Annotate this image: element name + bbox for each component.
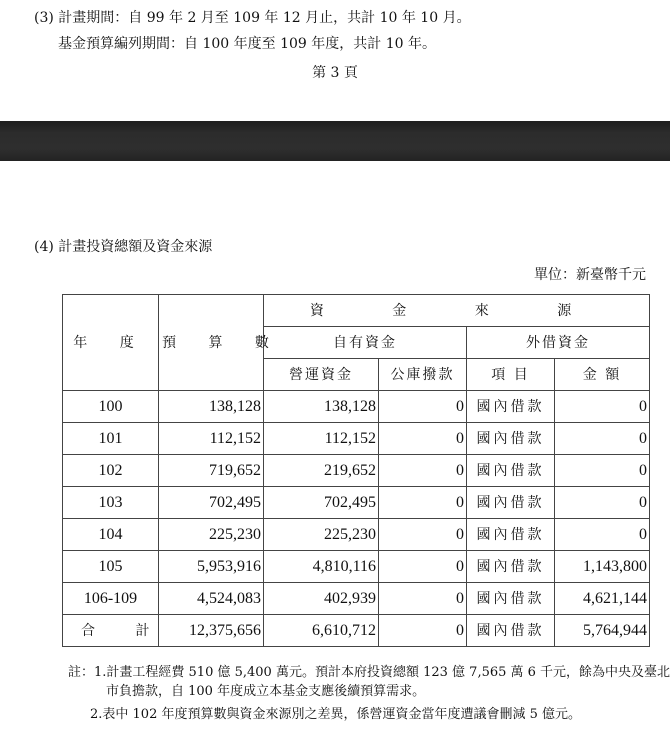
header-amount: 金 額 (555, 359, 650, 391)
header-budget: 預 算 數 (159, 295, 264, 391)
header-funding-source: 資 金 來 源 (264, 295, 650, 327)
cell-item: 國內借款 (467, 391, 555, 423)
cell-budget: 112,152 (159, 423, 264, 455)
header-treasury-allocation: 公庫撥款 (379, 359, 467, 391)
cell-operating-funds: 402,939 (264, 583, 379, 615)
header-year: 年 度 (63, 295, 159, 391)
header-borrowed-funds: 外借資金 (467, 327, 650, 359)
cell-treasury-allocation: 0 (379, 551, 467, 583)
cell-item: 國內借款 (467, 583, 555, 615)
section-title: (4) 計畫投資總額及資金來源 (34, 239, 213, 255)
cell-amount: 5,764,944 (555, 615, 650, 647)
page-separator-band (0, 121, 670, 161)
cell-treasury-allocation: 0 (379, 615, 467, 647)
cell-operating-funds: 138,128 (264, 391, 379, 423)
cell-item: 國內借款 (467, 455, 555, 487)
header-own-funds: 自有資金 (264, 327, 467, 359)
cell-treasury-allocation: 0 (379, 423, 467, 455)
cell-year: 103 (63, 487, 159, 519)
cell-operating-funds: 4,810,116 (264, 551, 379, 583)
cell-treasury-allocation: 0 (379, 519, 467, 551)
cell-year: 101 (63, 423, 159, 455)
cell-item: 國內借款 (467, 615, 555, 647)
table-row (63, 551, 650, 583)
cell-amount: 0 (555, 487, 650, 519)
table-row (63, 583, 650, 615)
cell-operating-funds: 112,152 (264, 423, 379, 455)
cell-treasury-allocation: 0 (379, 487, 467, 519)
budget-period-line: 基金預算編列期間：自 100 年度至 109 年度，共計 10 年。 (58, 36, 436, 52)
table-row (63, 391, 650, 423)
cell-amount: 1,143,800 (555, 551, 650, 583)
cell-item: 國內借款 (467, 423, 555, 455)
note-1-line-2: 市負擔款，自 100 年度成立本基金支應後續預算需求。 (106, 684, 426, 699)
cell-budget: 225,230 (159, 519, 264, 551)
cell-operating-funds: 6,610,712 (264, 615, 379, 647)
cell-year: 合 計 (63, 615, 159, 647)
table-row (63, 455, 650, 487)
cell-year: 100 (63, 391, 159, 423)
table-row (63, 423, 650, 455)
cell-budget: 702,495 (159, 487, 264, 519)
plan-period-line: (3) 計畫期間：自 99 年 2 月至 109 年 12 月止，共計 10 年 10 月。 (34, 10, 471, 26)
cell-year: 102 (63, 455, 159, 487)
cell-item: 國內借款 (467, 519, 555, 551)
cell-amount: 0 (555, 455, 650, 487)
cell-amount: 0 (555, 391, 650, 423)
cell-budget: 12,375,656 (159, 615, 264, 647)
cell-year: 106-109 (63, 583, 159, 615)
cell-treasury-allocation: 0 (379, 583, 467, 615)
cell-treasury-allocation: 0 (379, 455, 467, 487)
note-2: 2.表中 102 年度預算數與資金來源別之差異，係營運資金當年度遭議會刪減 5 億元。 (90, 707, 582, 722)
cell-operating-funds: 702,495 (264, 487, 379, 519)
cell-budget: 138,128 (159, 391, 264, 423)
cell-item: 國內借款 (467, 487, 555, 519)
cell-budget: 719,652 (159, 455, 264, 487)
unit-label: 單位：新臺幣千元 (534, 267, 646, 283)
cell-treasury-allocation: 0 (379, 391, 467, 423)
cell-amount: 4,621,144 (555, 583, 650, 615)
investment-funding-table (62, 294, 650, 647)
cell-operating-funds: 225,230 (264, 519, 379, 551)
note-1-line-1: 註：1.計畫工程經費 510 億 5,400 萬元。預計本府投資總額 123 億 7,565 萬 6 千元，餘為中央及臺北 (68, 665, 670, 680)
cell-year: 104 (63, 519, 159, 551)
header-operating-funds: 營運資金 (264, 359, 379, 391)
cell-item: 國內借款 (467, 551, 555, 583)
table-row (63, 487, 650, 519)
cell-budget: 4,524,083 (159, 583, 264, 615)
cell-amount: 0 (555, 423, 650, 455)
cell-operating-funds: 219,652 (264, 455, 379, 487)
cell-budget: 5,953,916 (159, 551, 264, 583)
table-row (63, 519, 650, 551)
page-number: 第 3 頁 (312, 65, 358, 81)
total-row (63, 615, 650, 647)
header-item: 項 目 (467, 359, 555, 391)
cell-amount: 0 (555, 519, 650, 551)
cell-year: 105 (63, 551, 159, 583)
